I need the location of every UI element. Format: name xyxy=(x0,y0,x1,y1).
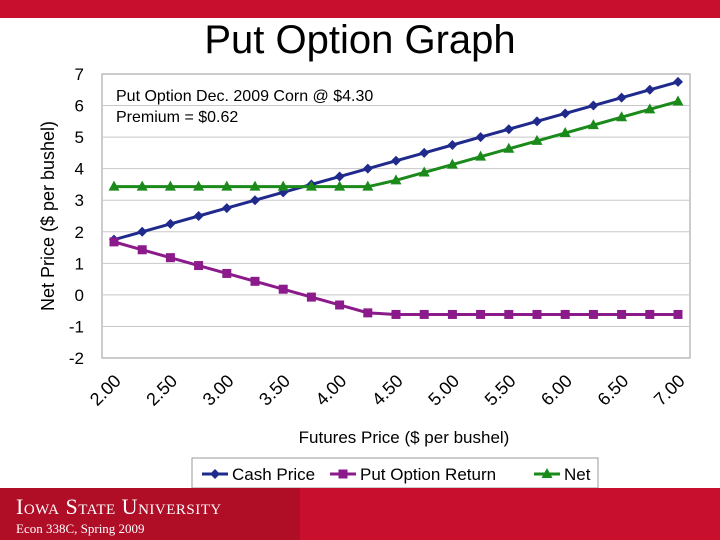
x-tick-label: 4.50 xyxy=(367,370,407,410)
y-tick-label: 1 xyxy=(74,254,84,274)
put-option-return-point xyxy=(617,310,626,319)
y-tick-label: -1 xyxy=(68,317,84,337)
x-tick-label: 5.50 xyxy=(480,370,520,410)
x-tick-label: 7.00 xyxy=(649,370,689,410)
x-tick-label: 4.00 xyxy=(311,370,351,410)
course-label: Econ 338C, Spring 2009 xyxy=(16,521,145,536)
put-option-return-point xyxy=(279,285,288,294)
slide-title: Put Option Graph xyxy=(204,18,516,62)
put-option-return-point xyxy=(307,293,316,302)
x-tick-label: 6.50 xyxy=(593,370,633,410)
y-tick-label: 2 xyxy=(74,222,84,242)
put-option-return-point xyxy=(533,310,542,319)
put-option-return-point xyxy=(194,261,203,270)
y-tick-label: 6 xyxy=(74,96,84,116)
put-option-return-point xyxy=(589,310,598,319)
legend-label-cash-price: Cash Price xyxy=(232,465,316,484)
y-tick-label: 5 xyxy=(74,128,84,148)
x-tick-label: 3.50 xyxy=(255,370,295,410)
put-option-return-point xyxy=(110,237,119,246)
put-option-return-point xyxy=(392,310,401,319)
x-tick-label: 6.00 xyxy=(537,370,577,410)
y-tick-label: 4 xyxy=(74,159,84,179)
y-tick-label: 0 xyxy=(74,285,84,305)
put-option-return-point xyxy=(420,310,429,319)
put-option-return-point xyxy=(448,310,457,319)
chart-annotation: Put Option Dec. 2009 Corn @ $4.30 xyxy=(116,88,374,105)
y-tick-label: 7 xyxy=(74,65,84,84)
put-option-return-point xyxy=(138,245,147,254)
footer-bar xyxy=(0,488,720,540)
put-option-return-point xyxy=(561,310,570,319)
footer-logo-area xyxy=(0,488,300,540)
x-tick-label: 5.00 xyxy=(424,370,464,410)
y-axis-title: Net Price ($ per bushel) xyxy=(38,120,58,312)
x-axis-title: Futures Price ($ per bushel) xyxy=(298,428,510,447)
y-tick-label: -2 xyxy=(68,349,84,368)
university-name: Iowa State University xyxy=(16,494,222,519)
put-option-return-point xyxy=(335,300,344,309)
legend-marker-put-option-return xyxy=(339,470,348,479)
y-tick-label: 3 xyxy=(74,191,84,211)
legend-label-net: Net xyxy=(564,465,591,484)
put-option-return-point xyxy=(251,277,260,286)
x-tick-label: 2.50 xyxy=(142,370,182,410)
chart-annotation: Premium = $0.62 xyxy=(116,109,239,126)
legend-label-put-option-return: Put Option Return xyxy=(360,465,497,484)
put-option-return-point xyxy=(476,310,485,319)
put-option-return-point xyxy=(645,310,654,319)
x-tick-label: 2.00 xyxy=(85,370,125,410)
put-option-return-point xyxy=(222,269,231,278)
put-option-return-point xyxy=(166,253,175,262)
x-tick-label: 3.00 xyxy=(198,370,238,410)
put-option-return-point xyxy=(674,310,683,319)
put-option-return-point xyxy=(363,308,372,317)
put-option-return-point xyxy=(504,310,513,319)
